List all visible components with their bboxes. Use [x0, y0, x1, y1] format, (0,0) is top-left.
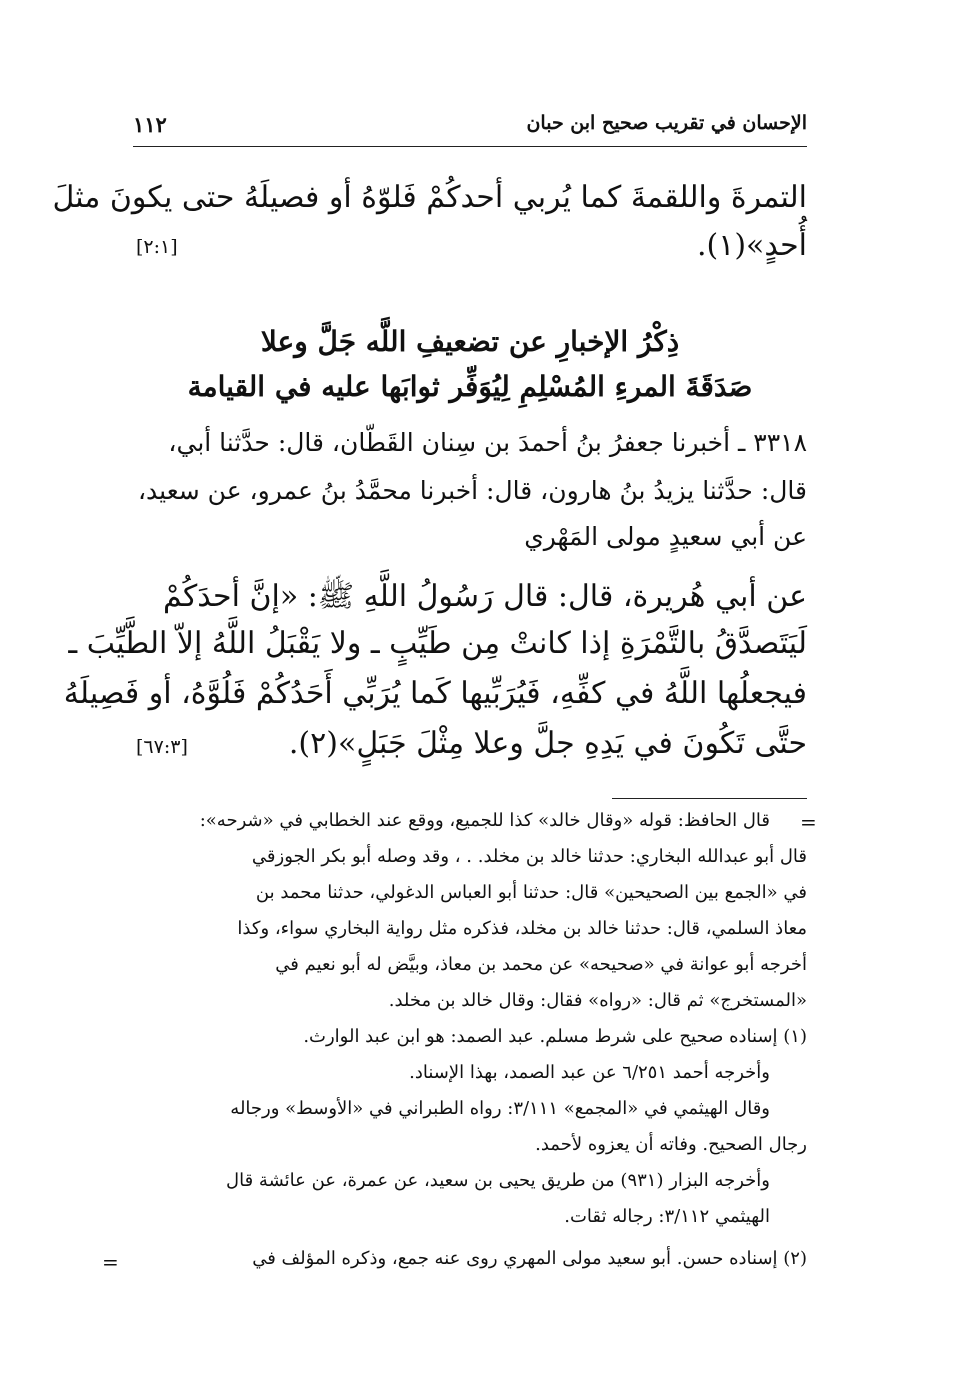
footnote-1-line-5: وأخرجه البزار (٩٣١) من طريق يحيى بن سعيد، عن عمرة، عن عائشة قال [226, 1170, 770, 1191]
footnote-separator [612, 798, 807, 799]
matn-line-4: حتَّى تَكُونَ في يَدِهِ جلَّ وعلا مِثْلَ جَبَلٍ»(٢). [288, 726, 807, 761]
matn-line-3: فيجعلُها اللَّهُ في كفِّهِ، فَيُرَبِّيها كَما يُرَبِّي أَحَدُكُمْ فَلُوَّهُ، أو فَصِيلَهُ [63, 676, 807, 711]
isnad-line-1: ٣٣١٨ ـ أخبرنا جعفرُ بنُ أحمدَ بن سِنان القَطّان، قال: حدَّثنا أبي، [168, 428, 807, 457]
chapter-heading-line-2: صَدَقَةَ المرءِ المُسْلِمِ لِيُوَفِّر ثوابَها عليه في القيامة [187, 370, 753, 403]
prev-hadith-line-2: أُحدٍ»(١). [696, 228, 807, 263]
prev-hadith-line-1: التمرةَ واللقمةَ كما يُربي أحدكُمْ فَلوّهُ أو فصيلَهُ حتى يكونَ مثلَ [52, 180, 807, 215]
footnote-continued-line-1: قال الحافظ: قوله «وقال خالد» كذا للجميع، ووقع عند الخطابي في «شرحه»: [199, 810, 770, 831]
footnote-1-line-2: وأخرجه أحمد ٦/٢٥١ عن عبد الصمد، بهذا الإسناد. [409, 1062, 770, 1083]
footnote-continued-line-5: أخرجه أبو عوانة في «صحيحه» عن محمد بن معاذ، وبيَّض له أبو نعيم في [275, 954, 807, 975]
page-number: ١١٢ [133, 112, 167, 137]
footnote-continued-line-6: «المستخرج» ثم قال: «رواه» فقال: وقال خالد بن مخلد. [388, 990, 807, 1011]
matn-reference: [٦٧:٣] [136, 736, 188, 758]
footnote-continued-line-4: معاذ السلمي، قال: حدثنا خالد بن مخلد، فذكره مثل رواية البخاري سواء، وكذا [237, 918, 807, 939]
matn-line-2: لَيَتَصدَّقُ بالتَّمْرَةِ إذا كانتْ مِن طَيِّبٍ ـ ولا يَقْبَلُ اللَّهُ إلاّ الطَّيِّبَ ـ [68, 626, 807, 661]
running-title: الإحسان في تقريب صحيح ابن حبان [526, 112, 807, 134]
prev-hadith-reference: [٢:١] [136, 236, 178, 258]
footnote-1-line-1: (١) إسناده صحيح على شرط مسلم. عبد الصمد: هو ابن عبد الوارث. [303, 1026, 807, 1047]
isnad-line-2: قال: حدَّثنا يزيدُ بنُ هارون، قال: أخبرنا محمَّدُ بنُ عمرو، عن سعيد، [137, 476, 807, 505]
footnote-continued-line-2: قال أبو عبدالله البخاري: حدثنا خالد بن مخلد. . ، وقد وصله أبو بكر الجوزقي [251, 846, 807, 867]
footnote-1-line-3: وقال الهيثمي في «المجمع» ٣/١١١: رواه الطبراني في «الأوسط» ورجاله [230, 1098, 770, 1119]
isnad-line-3: عن أبي سعيدٍ مولى المَهْري [524, 522, 807, 551]
footnote-1-line-6: الهيثمي ٣/١١٢: رجاله ثقات. [564, 1206, 770, 1227]
footnote-2-continues-mark: = [102, 1250, 119, 1274]
footnote-continued-line-3: في «الجمع بين الصحيحين» قال: حدثنا أبو العباس الدغولي، حدثنا محمد بن [255, 882, 807, 903]
header-rule [133, 146, 807, 147]
footnote-continuation-mark: = [800, 810, 817, 834]
footnote-2-line-1: (٢) إسناده حسن. أبو سعيد مولى المهري روى عنه جمع، وذكره المؤلف في [252, 1248, 807, 1269]
chapter-heading-line-1: ذِكْرُ الإخبارِ عن تضعيفِ اللَّه جَلَّ وعلا [260, 325, 680, 358]
matn-line-1: عن أبي هُريرة، قال: قال رَسُولُ اللَّهِ ﷺ: «إنَّ أحدَكُمْ [163, 579, 807, 614]
page-header [133, 112, 807, 142]
footnote-1-line-4: رجال الصحيح. وفاته أن يعزوه لأحمد. [535, 1134, 807, 1155]
